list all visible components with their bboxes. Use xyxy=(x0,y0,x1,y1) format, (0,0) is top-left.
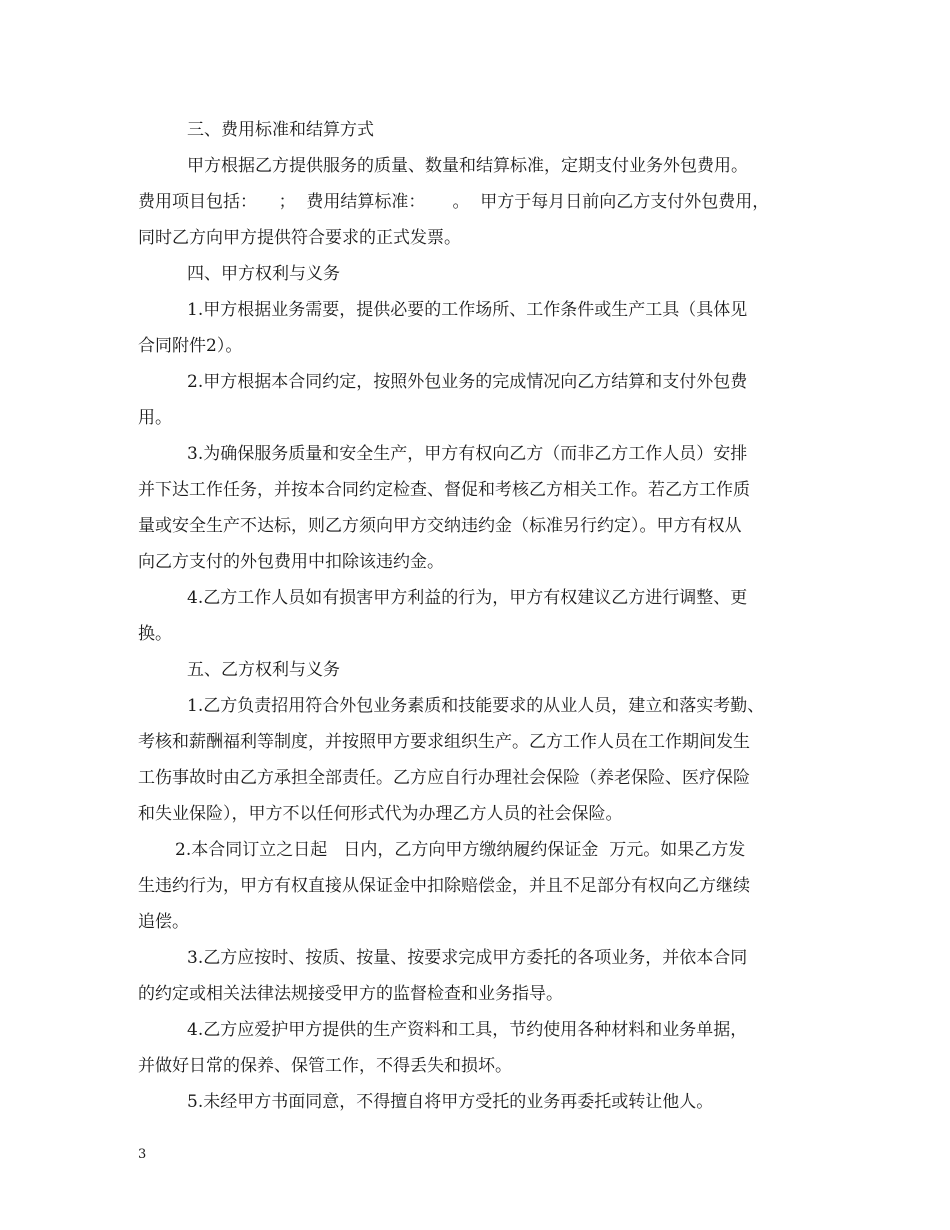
paragraph-line: 并做好日常的保养、保管工作，不得丢失和损坏。 xyxy=(138,1056,512,1076)
paragraph-line: 合同附件2）。 xyxy=(138,336,243,356)
paragraph-line: 3.为确保服务质量和安全生产，甲方有权向乙方（而非乙方工作人员）安排 xyxy=(187,444,748,464)
paragraph-line: 1.甲方根据业务需要，提供必要的工作场所、工作条件或生产工具（具体见 xyxy=(187,300,748,320)
paragraph-line: 的约定或相关法律法规接受甲方的监督检查和业务指导。 xyxy=(138,984,563,1004)
paragraph-line: 3.乙方应按时、按质、按量、按要求完成甲方委托的各项业务，并依本合同 xyxy=(187,948,748,968)
paragraph-line: 2.本合同订立之日起 日内，乙方向甲方缴纳履约保证金 万元。如果乙方发 xyxy=(175,840,746,860)
paragraph-line: 用。 xyxy=(138,408,172,428)
page-number: 3 xyxy=(138,1147,147,1162)
paragraph-line: 考核和薪酬福利等制度，并按照甲方要求组织生产。乙方工作人员在工作期间发生 xyxy=(138,732,750,752)
paragraph-line: 同时乙方向甲方提供符合要求的正式发票。 xyxy=(138,228,461,248)
section-heading-fees: 三、费用标准和结算方式 xyxy=(187,120,374,140)
paragraph-line: 2.甲方根据本合同约定，按照外包业务的完成情况向乙方结算和支付外包费 xyxy=(187,372,748,392)
section-heading-party-a: 四、甲方权利与义务 xyxy=(187,264,340,284)
paragraph-line: 向乙方支付的外包费用中扣除该违约金。 xyxy=(138,552,444,572)
section-heading-party-b: 五、乙方权利与义务 xyxy=(187,660,340,680)
paragraph-line: 工伤事故时由乙方承担全部责任。乙方应自行办理社会保险（养老保险、医疗保险 xyxy=(138,768,750,788)
paragraph-line: 5.未经甲方书面同意，不得擅自将甲方受托的业务再委托或转让他人。 xyxy=(187,1092,714,1112)
paragraph-line: 并下达工作任务，并按本合同约定检查、督促和考核乙方相关工作。若乙方工作质 xyxy=(138,480,750,500)
paragraph-line: 甲方根据乙方提供服务的质量、数量和结算标准，定期支付业务外包费用。 xyxy=(187,156,748,176)
paragraph-line: 费用项目包括： ； 费用结算标准： 。 甲方于每月日前向乙方支付外包费用， xyxy=(138,192,770,212)
paragraph-line: 4.乙方应爱护甲方提供的生产资料和工具，节约使用各种材料和业务单据， xyxy=(187,1020,748,1040)
paragraph-line: 追偿。 xyxy=(138,912,189,932)
paragraph-line: 量或安全生产不达标，则乙方须向甲方交纳违约金（标准另行约定）。甲方有权从 xyxy=(138,516,742,536)
paragraph-line: 生违约行为，甲方有权直接从保证金中扣除赔偿金，并且不足部分有权向乙方继续 xyxy=(138,876,750,896)
paragraph-line: 1.乙方负责招用符合外包业务素质和技能要求的从业人员，建立和落实考勤、 xyxy=(187,696,765,716)
paragraph-line: 和失业保险），甲方不以任何形式代为办理乙方人员的社会保险。 xyxy=(138,804,623,824)
paragraph-line: 4.乙方工作人员如有损害甲方利益的行为，甲方有权建议乙方进行调整、更 xyxy=(187,588,748,608)
paragraph-line: 换。 xyxy=(138,624,172,644)
